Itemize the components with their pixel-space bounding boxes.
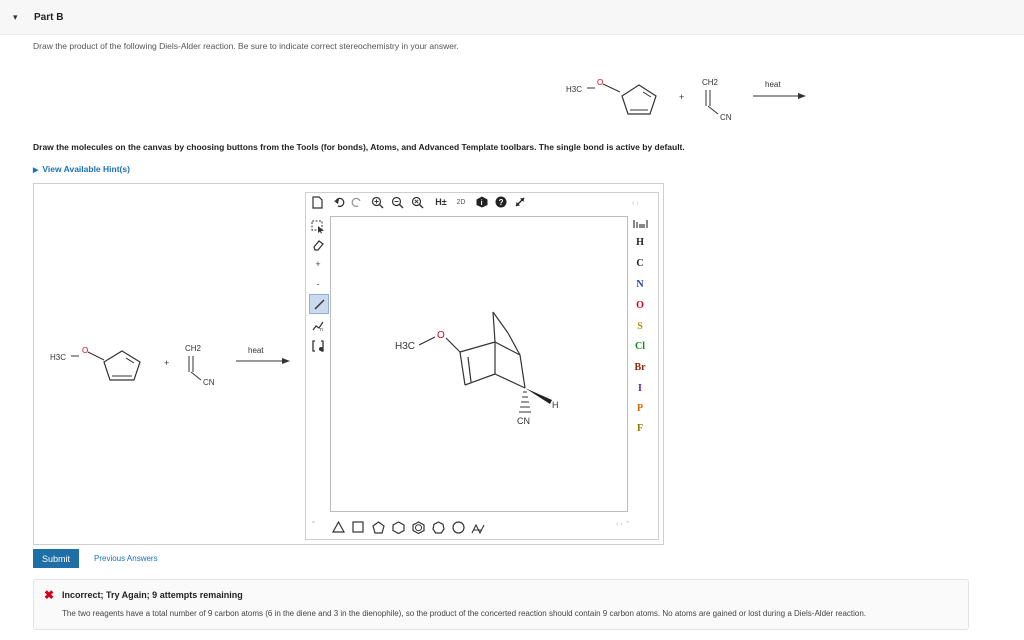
redo-icon[interactable] xyxy=(349,194,365,210)
bracket-icon[interactable] xyxy=(309,337,327,355)
ch2-label: CH2 xyxy=(185,344,202,353)
atom-h-button[interactable] xyxy=(630,234,650,250)
new-doc-icon[interactable] xyxy=(309,194,325,210)
oxygen-label: O xyxy=(82,346,89,355)
atom-c-button[interactable] xyxy=(630,255,650,271)
svg-text:?: ? xyxy=(498,198,504,207)
more-templates-icon[interactable] xyxy=(470,519,486,535)
template-scroll-arrows-icon[interactable]: ‹ › ⌃ xyxy=(616,521,631,528)
triangle-template-icon[interactable] xyxy=(330,519,346,535)
double-bond-line xyxy=(468,357,471,382)
atom-symbol: Br xyxy=(634,361,646,373)
double-bond-line xyxy=(126,358,134,363)
atom-symbol: O xyxy=(636,299,644,311)
periodic-table-icon[interactable] xyxy=(632,216,650,232)
atom-br-button[interactable] xyxy=(630,359,650,375)
cn-label: CN xyxy=(720,113,732,122)
feedback-text: The two reagents have a total number of 9 carbon atoms (6 in the diene and 3 in the dienophile), so the product of the concerted reaction should contain 9 carbon atoms. No atoms are gained or lost during a Diels-Alder reaction. xyxy=(62,609,867,618)
ch2-label: CH2 xyxy=(702,78,719,87)
methyl-label: H3C xyxy=(395,341,416,352)
select-icon[interactable] xyxy=(309,218,327,236)
heptagon-template-icon[interactable] xyxy=(430,519,446,535)
help-icon[interactable] xyxy=(493,194,509,210)
atom-o-button[interactable] xyxy=(630,297,650,313)
feedback-title: Incorrect; Try Again; 9 attempts remaining xyxy=(62,590,243,600)
svg-text:n: n xyxy=(320,327,323,332)
product-structure xyxy=(380,300,580,430)
feedback-box xyxy=(33,579,969,630)
cn-label: CN xyxy=(517,416,530,426)
hexagon-template-icon[interactable] xyxy=(390,519,406,535)
atom-symbol: H xyxy=(636,236,644,248)
view-hints-link[interactable] xyxy=(33,164,130,174)
bond-line xyxy=(493,312,508,333)
atom-toolbar-scroll-icon[interactable]: ‹ › xyxy=(632,200,639,207)
methoxy-group-label: H3C xyxy=(50,353,67,362)
part-header[interactable] xyxy=(0,0,1024,35)
heat-label: heat xyxy=(248,346,264,355)
atom-symbol: Cl xyxy=(635,340,645,352)
negative-charge-icon[interactable]: - xyxy=(316,279,320,289)
arrow-head xyxy=(282,358,290,364)
bond-line xyxy=(465,374,495,385)
bond-line xyxy=(446,338,460,352)
instruction-text: Draw the molecules on the canvas by choosing buttons from the Tools (for bonds), Atoms, and Advanced Template toolbars. The single bond is active by default. xyxy=(33,142,685,152)
oxygen-label: O xyxy=(437,330,445,341)
positive-charge-icon[interactable]: + xyxy=(315,259,321,269)
methoxy-group-label: H3C xyxy=(566,85,583,94)
atom-symbol: S xyxy=(637,320,643,332)
atom-p-button[interactable] xyxy=(630,400,650,416)
atom-symbol: C xyxy=(636,257,644,269)
wedge-bond xyxy=(525,388,552,404)
eraser-icon[interactable] xyxy=(309,236,327,254)
square-template-icon[interactable] xyxy=(350,519,366,535)
hashed-bond xyxy=(519,392,531,412)
bond-line xyxy=(88,352,104,360)
previous-answers-link[interactable]: Previous Answers xyxy=(94,554,158,563)
hint-caret-icon: ▶ xyxy=(33,167,39,174)
part-title: Part B xyxy=(34,12,64,23)
incorrect-icon: ✖ xyxy=(44,588,55,602)
svg-text:i: i xyxy=(480,200,483,207)
atom-symbol: F xyxy=(636,422,644,434)
heat-label: heat xyxy=(765,80,781,89)
atom-f-button[interactable] xyxy=(630,420,650,436)
reaction-scheme xyxy=(560,70,820,125)
atom-symbol: P xyxy=(636,402,644,414)
atom-symbol: I xyxy=(638,382,642,394)
hydrogen-toggle-icon[interactable]: H± xyxy=(435,197,447,207)
atom-cl-button[interactable] xyxy=(630,338,650,354)
cn-label: CN xyxy=(203,378,215,387)
bond-line xyxy=(493,312,495,342)
bond-line xyxy=(191,372,201,380)
undo-icon[interactable] xyxy=(331,194,347,210)
single-bond-icon[interactable] xyxy=(309,294,329,314)
pentagon-template-icon[interactable] xyxy=(370,519,386,535)
bond-line xyxy=(460,352,465,385)
bond-line xyxy=(495,374,525,388)
arrow-head xyxy=(798,93,806,99)
atom-n-button[interactable] xyxy=(630,276,650,292)
hydrogen-label: H xyxy=(552,400,559,410)
plus-sign: + xyxy=(164,358,170,368)
benzene-template-icon[interactable] xyxy=(410,519,426,535)
atom-s-button[interactable] xyxy=(630,318,650,334)
zoom-reset-icon[interactable] xyxy=(409,194,425,210)
oxygen-label: O xyxy=(597,78,604,87)
bond-line xyxy=(603,84,620,92)
bond-line xyxy=(708,106,718,114)
answer-reaction-scheme xyxy=(40,330,300,390)
plus-sign: + xyxy=(679,92,685,102)
submit-button[interactable]: Submit xyxy=(33,549,79,568)
info-icon[interactable] xyxy=(474,194,490,210)
bond-line xyxy=(419,337,435,345)
bond-line xyxy=(460,342,495,352)
2d-clean-icon[interactable]: 2D xyxy=(456,198,466,206)
zoom-in-icon[interactable] xyxy=(369,194,385,210)
template-scroll-icon[interactable]: ⌃ xyxy=(310,520,317,529)
cyclooctane-template-icon[interactable] xyxy=(450,519,466,535)
zoom-out-icon[interactable] xyxy=(389,194,405,210)
hint-link-label: View Available Hint(s) xyxy=(42,164,130,174)
chain-icon[interactable] xyxy=(309,316,327,334)
expand-icon[interactable] xyxy=(512,194,528,210)
question-text: Draw the product of the following Diels-Alder reaction. Be sure to indicate correct stereochemistry in your answer. xyxy=(33,41,459,51)
atom-symbol: N xyxy=(636,278,644,290)
atom-i-button[interactable] xyxy=(630,380,650,396)
collapse-caret-icon[interactable]: ▾ xyxy=(13,12,18,22)
double-bond-line xyxy=(643,92,651,97)
bond-line xyxy=(520,355,525,388)
